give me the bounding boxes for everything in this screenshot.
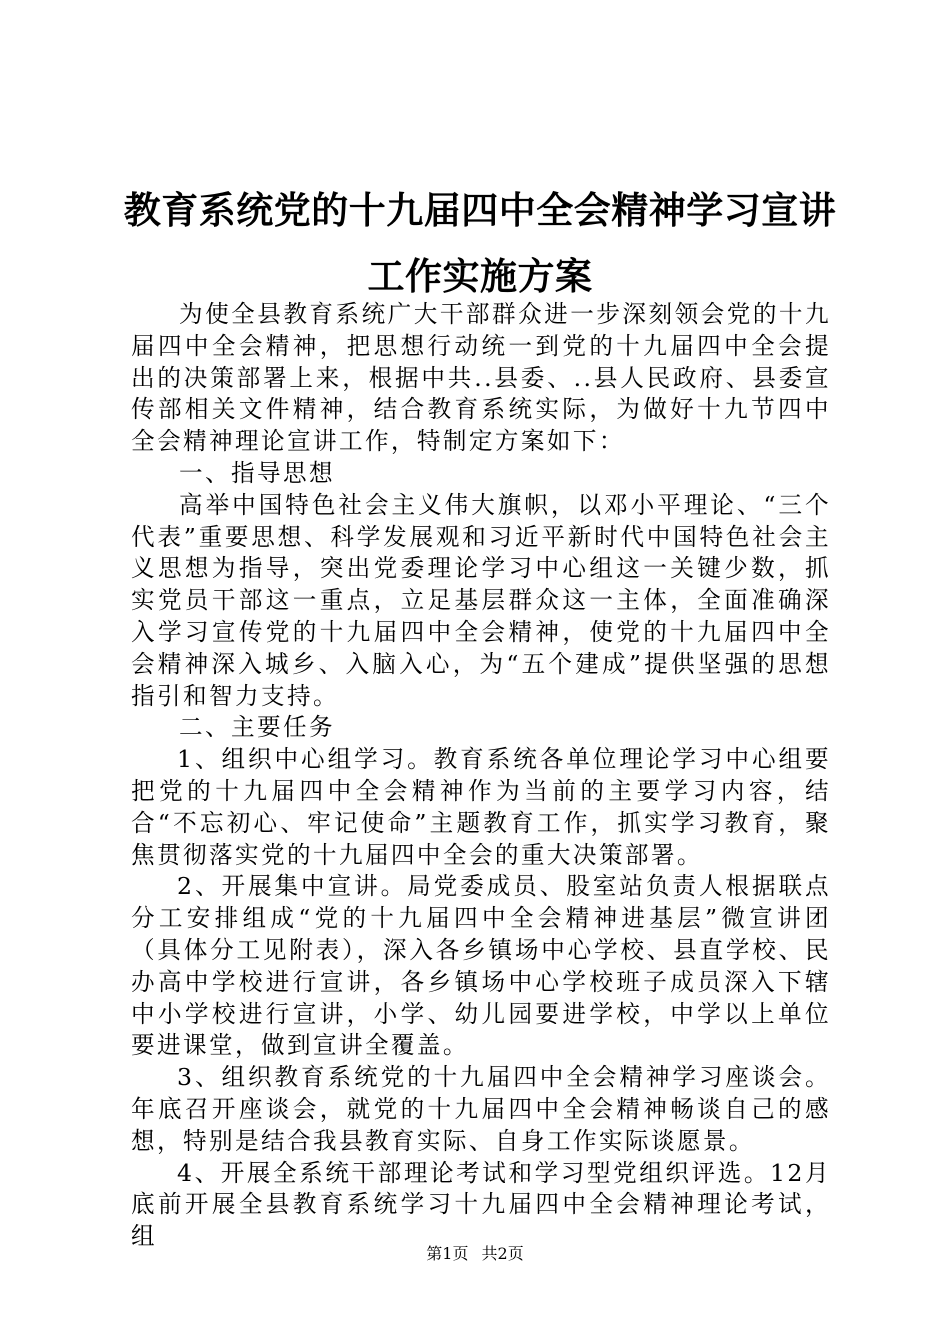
task-paragraph-3: 3、组织教育系统党的十九届四中全会精神学习座谈会。年底召开座谈会，就党的十九届四中全会精神畅谈自己的感想，特别是结合我县教育实际、自身工作实际谈愿景。: [131, 1063, 831, 1155]
task-paragraph-4: 4、开展全系统干部理论考试和学习型党组织评选。12月底前开展全县教育系统学习十九届四中全会精神理论考试，组: [131, 1158, 831, 1251]
section-heading-guiding-ideology: 一、指导思想: [179, 458, 335, 487]
page-footer: [0, 1244, 950, 1264]
task-paragraph-1: 1、组织中心组学习。教育系统各单位理论学习中心组要把党的十九届四中全会精神作为当前的主要学习内容，结合“不忘初心、牢记使命”主题教育工作，抓实学习教育，聚焦贯彻落实党的十九届四中全会的重大决策部署。: [131, 745, 831, 869]
task-paragraph-2: 2、开展集中宣讲。局党委成员、股室站负责人根据联点分工安排组成“党的十九届四中全会精神进基层”微宣讲团（具体分工见附表），深入各乡镇场中心学校、县直学校、民办高中学校进行宣讲，各乡镇场中心学校班子成员深入下辖中小学校进行宣讲，小学、幼儿园要进学校，中学以上单位要进课堂，做到宣讲全覆盖。: [131, 872, 831, 1060]
page-total: 共2页: [481, 1244, 524, 1263]
section-heading-main-tasks: 二、主要任务: [179, 713, 335, 742]
document-body: [131, 299, 831, 1253]
document-title: 教育系统党的十九届四中全会精神学习宣讲工作实施方案: [123, 189, 837, 298]
guiding-ideology-paragraph: 高举中国特色社会主义伟大旗帜，以邓小平理论、“三个代表”重要思想、科学发展观和习近平新时代中国特色社会主义思想为指导，突出党委理论学习中心组这一关键少数，抓实党员干部这一重点，立足基层群众这一主体，全面准确深入学习宣传党的十九届四中全会精神，使党的十九届四中全会精神深入城乡、入脑入心，为“五个建成”提供坚强的思想指引和智力支持。: [131, 490, 831, 710]
page-number: 第1页: [426, 1244, 469, 1263]
intro-paragraph: 为使全县教育系统广大干部群众进一步深刻领会党的十九届四中全会精神，把思想行动统一到党的十九届四中全会提出的决策部署上来，根据中共..县委、..县人民政府、县委宣传部相关文件精神，结合教育系统实际，为做好十九节四中全会精神理论宣讲工作，特制定方案如下：: [131, 300, 831, 456]
